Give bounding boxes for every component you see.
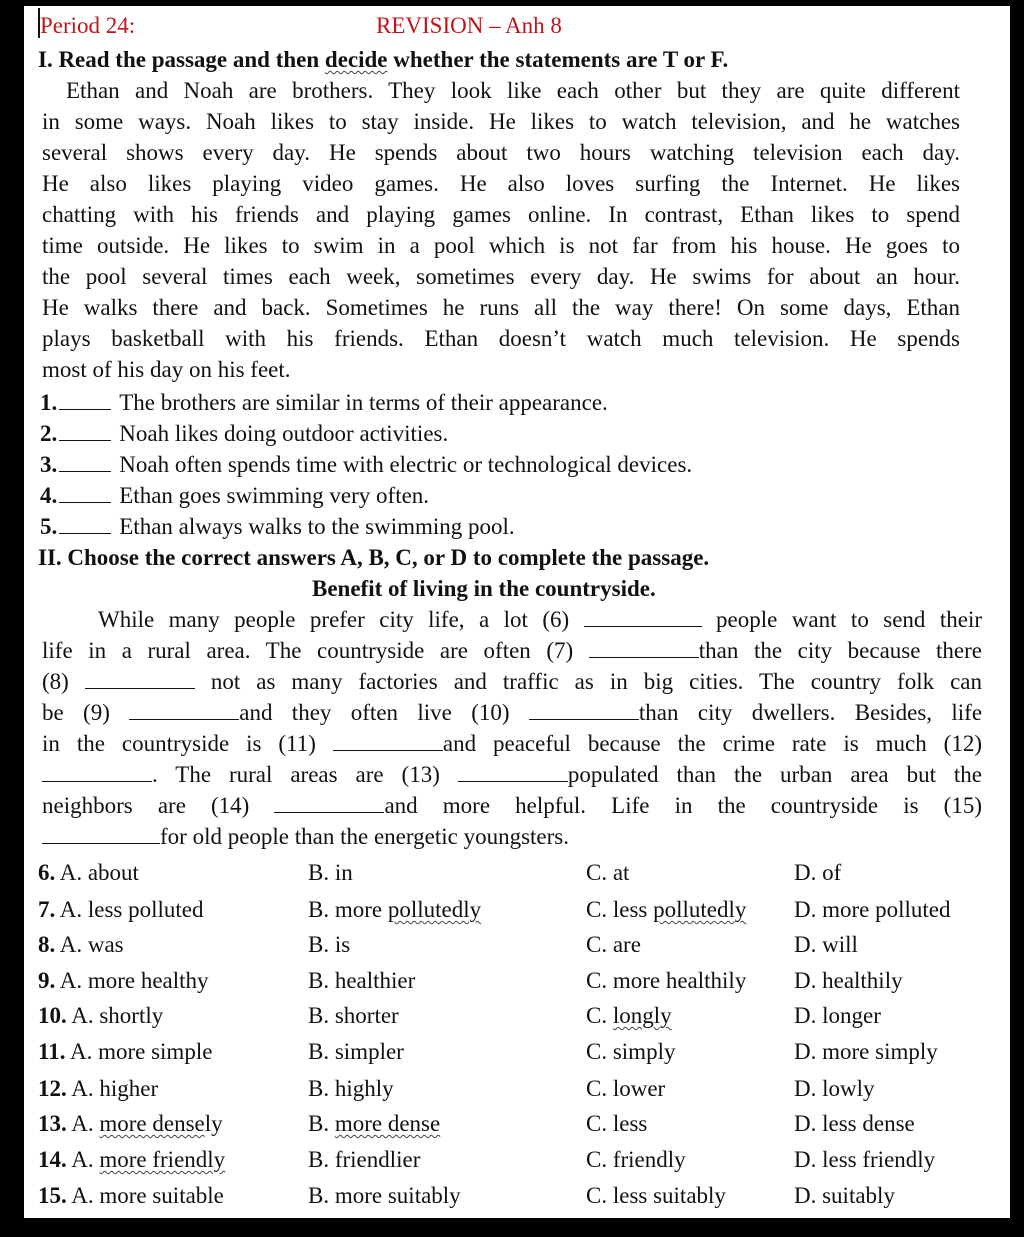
option-text: A. more densely bbox=[71, 1111, 223, 1136]
statement-item bbox=[40, 513, 515, 541]
question-7-option-d: D. more polluted bbox=[794, 897, 951, 922]
question-9-option-d: D. healthily bbox=[794, 968, 903, 993]
passage-line: He walks there and back. Sometimes he runs all the way there! On some days, Ethan bbox=[42, 295, 960, 320]
tf-answer-blank bbox=[59, 453, 111, 472]
statement-text: Noah often spends time with electric or technological devices. bbox=[119, 452, 693, 477]
passage-line: several shows every day. He spends about two hours watching television each day. bbox=[42, 140, 960, 165]
question-11-option-b: B. simpler bbox=[308, 1039, 404, 1064]
option-text: A. more friendly bbox=[71, 1147, 226, 1172]
question-8-option-a bbox=[38, 931, 124, 959]
passage-line: plays basketball with his friends. Ethan doesn’t watch much television. He spends bbox=[42, 326, 960, 351]
period-label: Period 24: bbox=[40, 13, 136, 38]
passage-line: be (9) and they often live (10) than city dwellers. Besides, life bbox=[42, 700, 983, 725]
statement-number: 3. bbox=[40, 452, 58, 477]
passage-line: life in a rural area. The countryside are often (7) than the city because there bbox=[42, 638, 983, 663]
passage-line: time outside. He likes to swim in a pool which is not far from his house. He goes to bbox=[42, 233, 960, 258]
statement-item bbox=[40, 389, 608, 417]
question-11-option-a bbox=[38, 1038, 212, 1066]
statement-item bbox=[40, 482, 429, 510]
answer-blank bbox=[333, 732, 443, 751]
option-text: A. higher bbox=[71, 1076, 159, 1101]
passage-line: in some ways. Noah likes to stay inside. He likes to watch television, and he watches bbox=[42, 109, 960, 134]
passage-line: most of his day on his feet. bbox=[42, 357, 291, 382]
statement-number: 1. bbox=[40, 390, 58, 415]
section-1-heading: I. Read the passage and then decide whether the statements are T or F. bbox=[38, 47, 729, 72]
question-11-option-c: C. simply bbox=[586, 1039, 676, 1064]
passage-line: in the countryside is (11) and peaceful because the crime rate is much (12) bbox=[42, 731, 983, 756]
question-15-option-d: D. suitably bbox=[794, 1183, 895, 1208]
passage-line: chatting with his friends and playing games online. In contrast, Ethan likes to spend bbox=[42, 202, 960, 227]
passage-line: While many people prefer city life, a lot (6) people want to send their bbox=[98, 607, 982, 632]
question-14-option-d: D. less friendly bbox=[794, 1147, 936, 1172]
question-7-option-b: B. more pollutedly bbox=[308, 897, 482, 922]
question-6-option-d: D. of bbox=[794, 860, 842, 885]
answer-blank bbox=[274, 794, 384, 813]
question-number: 13. bbox=[38, 1111, 67, 1136]
question-9-option-c: C. more healthily bbox=[586, 968, 747, 993]
question-9-option-a bbox=[38, 967, 209, 995]
question-6-option-c: C. at bbox=[586, 860, 630, 885]
answer-blank bbox=[584, 608, 702, 627]
passage-title: Benefit of living in the countryside. bbox=[312, 576, 656, 601]
question-6-option-b: B. in bbox=[308, 860, 353, 885]
tf-answer-blank bbox=[59, 484, 111, 503]
statement-text: Ethan always walks to the swimming pool. bbox=[119, 514, 515, 539]
tf-answer-blank bbox=[59, 391, 111, 410]
answer-blank bbox=[85, 670, 195, 689]
passage-line: Ethan and Noah are brothers. They look like each other but they are quite different bbox=[66, 78, 960, 103]
passage-line: neighbors are (14) and more helpful. Life in the countryside is (15) bbox=[42, 793, 983, 818]
question-7-option-c: C. less pollutedly bbox=[586, 897, 747, 922]
question-number: 11. bbox=[38, 1039, 66, 1064]
statement-item bbox=[40, 451, 692, 479]
question-12-option-d: D. lowly bbox=[794, 1076, 875, 1101]
option-text: A. more simple bbox=[69, 1039, 213, 1064]
tf-answer-blank bbox=[59, 515, 111, 534]
question-number: 6. bbox=[38, 860, 56, 885]
worksheet-page bbox=[24, 6, 1010, 1218]
statement-number: 4. bbox=[40, 483, 58, 508]
question-15-option-b: B. more suitably bbox=[308, 1183, 461, 1208]
option-text: A. less polluted bbox=[59, 897, 204, 922]
question-14-option-c: C. friendly bbox=[586, 1147, 686, 1172]
question-12-option-c: C. lower bbox=[586, 1076, 666, 1101]
question-10-option-b: B. shorter bbox=[308, 1003, 399, 1028]
question-number: 7. bbox=[38, 897, 56, 922]
statement-text: Noah likes doing outdoor activities. bbox=[119, 421, 449, 446]
question-10-option-d: D. longer bbox=[794, 1003, 881, 1028]
section-2-heading: II. Choose the correct answers A, B, C, or D to complete the passage. bbox=[38, 545, 710, 570]
question-8-option-b: B. is bbox=[308, 932, 351, 957]
question-number: 10. bbox=[38, 1003, 67, 1028]
question-13-option-a bbox=[38, 1110, 223, 1138]
question-8-option-d: D. will bbox=[794, 932, 858, 957]
passage-line: He also likes playing video games. He also loves surfing the Internet. He likes bbox=[42, 171, 960, 196]
statement-number: 5. bbox=[40, 514, 58, 539]
answer-blank bbox=[529, 701, 639, 720]
question-12-option-a bbox=[38, 1075, 158, 1103]
tf-answer-blank bbox=[59, 422, 111, 441]
option-text: A. more suitable bbox=[71, 1183, 224, 1208]
question-14-option-a bbox=[38, 1146, 225, 1174]
answer-blank bbox=[458, 763, 568, 782]
question-15-option-a bbox=[38, 1182, 224, 1210]
option-text: A. shortly bbox=[71, 1003, 164, 1028]
answer-blank bbox=[42, 763, 152, 782]
question-number: 15. bbox=[38, 1183, 67, 1208]
option-text: A. more healthy bbox=[59, 968, 209, 993]
question-7-option-a bbox=[38, 896, 203, 924]
question-11-option-d: D. more simply bbox=[794, 1039, 938, 1064]
question-number: 12. bbox=[38, 1076, 67, 1101]
option-text: A. about bbox=[59, 860, 139, 885]
question-13-option-d: D. less dense bbox=[794, 1111, 915, 1136]
statement-text: Ethan goes swimming very often. bbox=[119, 483, 430, 508]
question-13-option-c: C. less bbox=[586, 1111, 648, 1136]
question-number: 14. bbox=[38, 1147, 67, 1172]
question-number: 9. bbox=[38, 968, 56, 993]
page-title: REVISION – Anh 8 bbox=[376, 13, 562, 38]
question-number: 8. bbox=[38, 932, 56, 957]
passage-line: (8) not as many factories and traffic as in big cities. The country folk can bbox=[42, 669, 983, 694]
question-12-option-b: B. highly bbox=[308, 1076, 394, 1101]
question-8-option-c: C. are bbox=[586, 932, 641, 957]
question-13-option-b: B. more dense bbox=[308, 1111, 441, 1136]
question-6-option-a bbox=[38, 859, 139, 887]
question-10-option-a bbox=[38, 1002, 163, 1030]
question-15-option-c: C. less suitably bbox=[586, 1183, 726, 1208]
statement-number: 2. bbox=[40, 421, 58, 446]
answer-blank bbox=[589, 639, 699, 658]
passage-line: for old people than the energetic youngsters. bbox=[42, 823, 569, 851]
passage-line: . The rural areas are (13) populated than the urban area but the bbox=[42, 761, 982, 789]
question-10-option-c: C. longly bbox=[586, 1003, 672, 1028]
statement-text: The brothers are similar in terms of their appearance. bbox=[119, 390, 608, 415]
answer-blank bbox=[129, 701, 239, 720]
passage-line: the pool several times each week, sometimes every day. He swims for about an hour. bbox=[42, 264, 960, 289]
option-text: A. was bbox=[59, 932, 124, 957]
question-9-option-b: B. healthier bbox=[308, 968, 416, 993]
statement-item bbox=[40, 420, 448, 448]
answer-blank bbox=[42, 825, 160, 844]
question-14-option-b: B. friendlier bbox=[308, 1147, 421, 1172]
